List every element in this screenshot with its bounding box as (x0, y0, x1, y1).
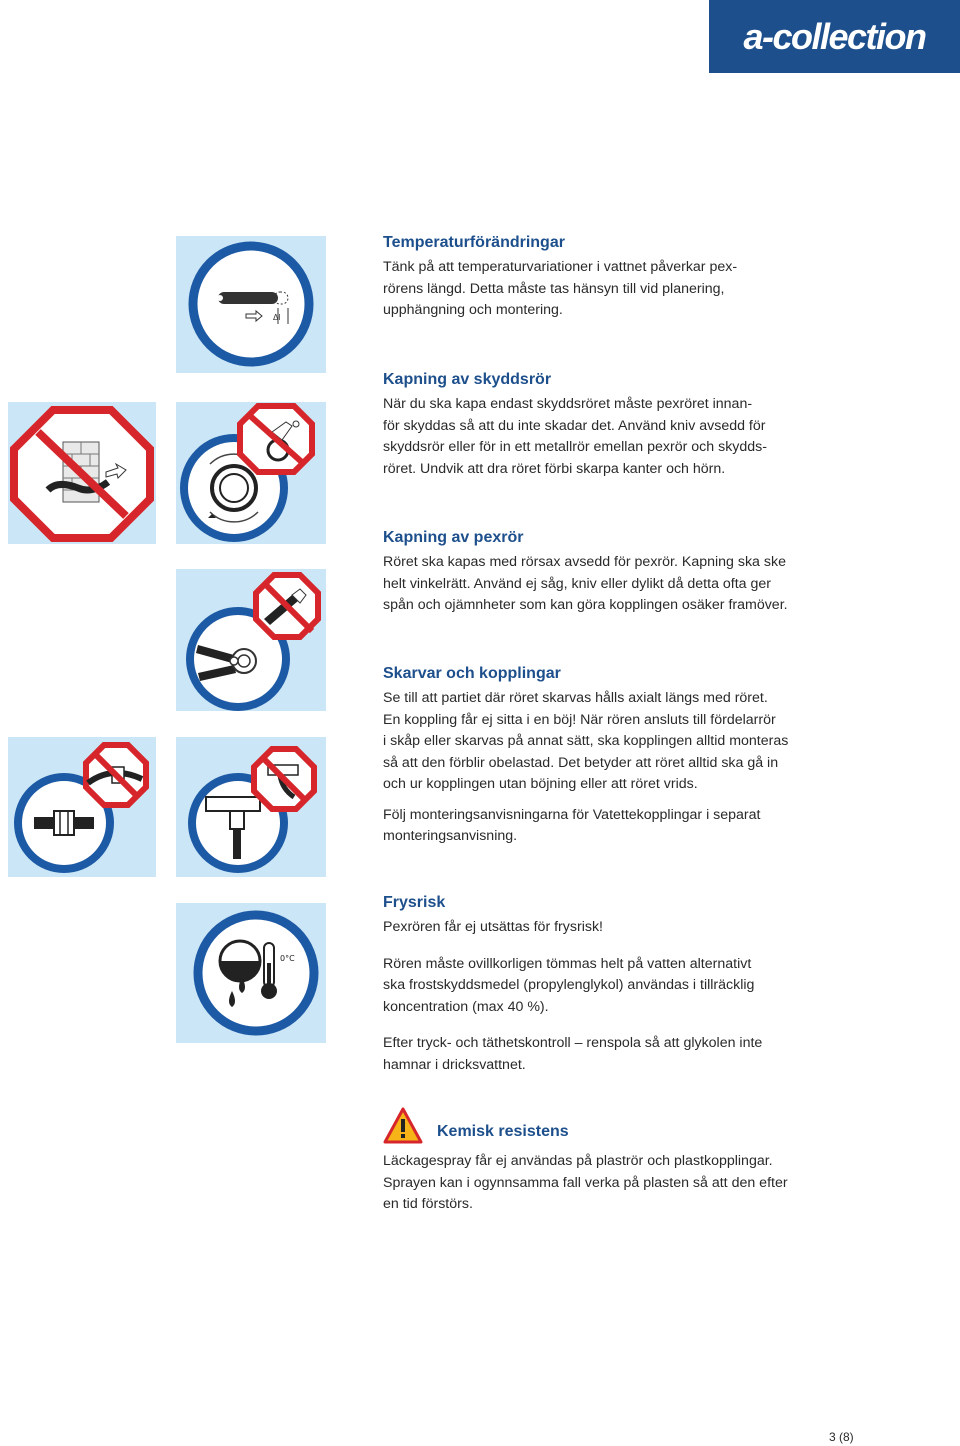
pipe-cutter-illustration (176, 569, 326, 711)
section-title-joints: Skarvar och kopplingar (383, 665, 561, 682)
knife-cutting-illustration (176, 402, 326, 544)
coupling-bend-illustration (8, 737, 156, 877)
pipe-cutter-icon (176, 569, 326, 711)
section-frost (383, 894, 863, 1076)
section-pex-cutting (383, 529, 863, 617)
zero-celsius-label: 0°C (280, 954, 295, 963)
section-chemical (383, 1107, 863, 1216)
delta-l-label: Δl (273, 313, 281, 322)
warning-triangle-icon (383, 1107, 423, 1145)
frost-thermometer-icon (176, 903, 326, 1043)
section-title-frost: Frysrisk (383, 894, 446, 911)
section-text-frost-1: Pexrören får ej utsättas för frysrisk! (383, 919, 603, 935)
section-title-pex-cutting: Kapning av pexrör (383, 529, 524, 546)
warning-heading (383, 1107, 863, 1145)
section-text-joints-1: Se till att partiet där röret skarvas hålls axialt längs med röret. En koppling får ej sitta i en böj! När rören ansluts till fördelarrör i skåp eller skarvas på annat sätt, ska kopplingen alltid monteras så att den förblir obelastad. Det betyder att röret alltid ska gå in och ur kopplingen utan böjning eller att röret vrids. (383, 690, 789, 792)
wall-cutting-prohibited-illustration (8, 402, 156, 544)
section-joints (383, 665, 863, 848)
section-text-pex-cutting: Röret ska kapas med rörsax avsedd för pexrör. Kapning ska ske helt vinkelrätt. Använd ej såg, kniv eller dylikt då detta ofta ger spån och ojämnheter som kan göra kopplingen osäker framöver. (383, 554, 788, 613)
section-text-frost-3: Efter tryck- och täthetskontroll – renspola så att glykolen inte hamnar i dricksvattnet. (383, 1035, 763, 1073)
section-temperature (383, 234, 863, 322)
brand-logo-text: a-collection (743, 15, 926, 57)
frost-risk-illustration (176, 903, 326, 1043)
pipe-expansion-icon (176, 236, 326, 373)
section-protective-pipe (383, 371, 863, 480)
section-title-chemical: Kemisk resistens (437, 1123, 569, 1140)
manifold-coupling-illustration (176, 737, 326, 877)
section-text-joints-2: Följ monteringsanvisningarna för Vatettekopplingar i separat monteringsanvisning. (383, 806, 761, 844)
prohibited-wall-icon (8, 402, 156, 544)
section-title-temperature: Temperaturförändringar (383, 234, 565, 251)
temperature-illustration (176, 236, 326, 373)
section-text-frost-2: Rören måste ovillkorligen tömmas helt på vatten alternativt ska frostskyddsmedel (propylenglykol) användas i tillräcklig koncentration (max 40 %). (383, 955, 755, 1015)
section-text-temperature: Tänk på att temperaturvariationer i vattnet påverkar pex- rörens längd. Detta måste tas hänsyn till vid planering, upphängning och montering. (383, 259, 738, 318)
manifold-coupling-icon (176, 737, 326, 877)
section-text-protective-pipe: När du ska kapa endast skyddsröret måste pexröret innan- för skyddas så att du inte skadar det. Använd kniv avsedd för skyddsrör eller för in ett metallrör emellan pexrör och skydds- röret. Undvik att dra röret förbi skarpa kanter och hörn. (383, 396, 767, 477)
section-title-protective-pipe: Kapning av skyddsrör (383, 371, 552, 388)
brand-logo (709, 0, 960, 73)
page-number: 3 (8) (829, 1430, 854, 1444)
protective-pipe-knife-icon (176, 402, 326, 544)
coupling-straight-icon (8, 737, 156, 877)
section-text-chemical: Läckagespray får ej användas på plaströr och plastkopplingar. Sprayen kan i ogynnsamma fall verka på plasten så att den efter en tid förstörs. (383, 1153, 788, 1212)
